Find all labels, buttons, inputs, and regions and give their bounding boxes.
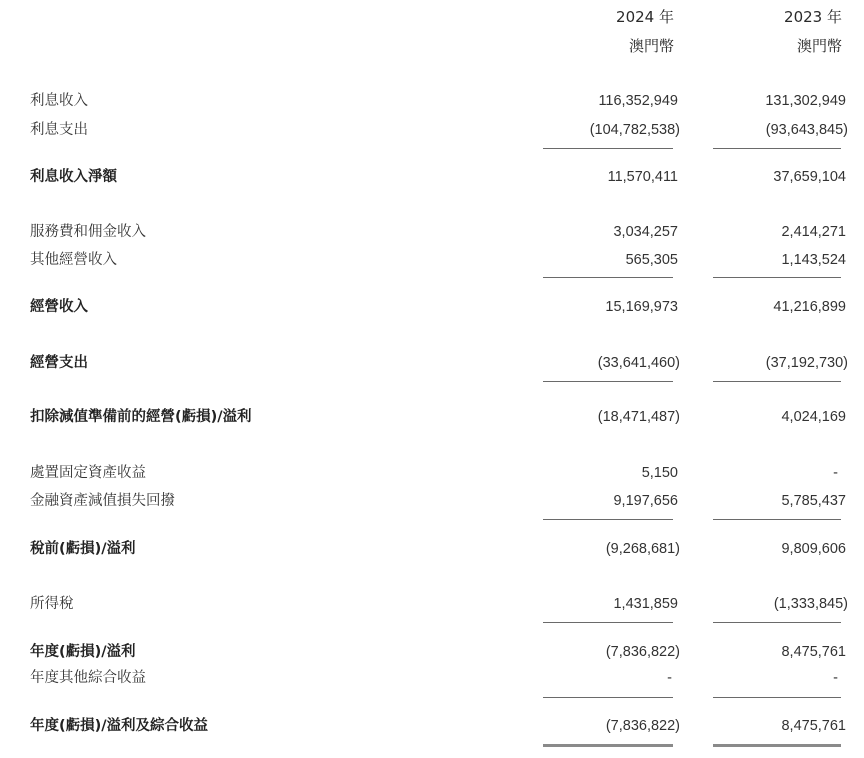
row-label: 扣除減值準備前的經營(虧損)/溢利 [30,409,252,425]
table-row [0,538,864,560]
value-2023: (93,643,845) [765,122,848,138]
value-2024: - [667,670,672,686]
table-row [0,249,864,271]
table-row [0,641,864,663]
value-2024: (7,836,822) [605,718,680,734]
value-2023: 9,809,606 [781,541,846,557]
subtotal-rule [543,148,673,149]
row-label: 處置固定資產收益 [30,465,146,481]
value-2023: - [833,670,838,686]
table-row [0,406,864,428]
subtotal-rule [543,622,673,623]
row-label: 利息支出 [30,122,88,138]
column-header-year-2024: 2024 年 [616,8,674,26]
row-label: 利息收入 [30,93,88,109]
table-row [0,667,864,689]
value-2024: (18,471,487) [597,409,680,425]
value-2024: 11,570,411 [607,169,678,185]
row-label: 經營支出 [30,355,88,371]
value-2023: 5,785,437 [781,493,846,509]
subtotal-rule [543,519,673,520]
subtotal-rule [543,381,673,382]
subtotal-rule [543,697,673,698]
table-row [0,490,864,512]
table-row [0,462,864,484]
value-2023: 2,414,271 [781,224,846,240]
row-label: 年度(虧損)/溢利 [30,644,136,660]
column-header-currency-2024: 澳門幣 [628,37,674,55]
subtotal-rule [713,697,841,698]
table-row [0,296,864,318]
table-row [0,119,864,141]
subtotal-rule [543,277,673,278]
column-header-currency-2023: 澳門幣 [796,37,842,55]
row-label: 金融資產減值損失回撥 [30,493,175,509]
value-2024: 3,034,257 [613,224,678,240]
value-2023: (37,192,730) [765,355,848,371]
table-row [0,90,864,112]
value-2023: 41,216,899 [773,299,846,315]
table-row [0,166,864,188]
row-label: 其他經營收入 [30,252,117,268]
value-2024: 9,197,656 [613,493,678,509]
value-2023: 4,024,169 [781,409,846,425]
subtotal-rule [713,622,841,623]
value-2023: 1,143,524 [781,252,846,268]
table-row [0,352,864,374]
subtotal-rule [713,277,841,278]
table-row [0,593,864,615]
subtotal-rule [713,519,841,520]
value-2024: 15,169,973 [605,299,678,315]
value-2023: 8,475,761 [781,718,846,734]
row-label: 所得稅 [30,596,74,612]
row-label: 利息收入淨額 [30,169,117,185]
subtotal-rule [713,381,841,382]
total-double-rule [713,744,841,747]
value-2024: (7,836,822) [605,644,680,660]
row-label: 年度其他綜合收益 [30,670,146,686]
value-2023: 131,302,949 [765,93,846,109]
value-2024: (33,641,460) [597,355,680,371]
row-label: 稅前(虧損)/溢利 [30,541,136,557]
value-2024: (104,782,538) [589,122,680,138]
value-2023: (1,333,845) [773,596,848,612]
column-header-year-2023: 2023 年 [784,8,842,26]
value-2024: (9,268,681) [605,541,680,557]
value-2024: 1,431,859 [613,596,678,612]
row-label: 經營收入 [30,299,88,315]
value-2023: 8,475,761 [781,644,846,660]
row-label: 年度(虧損)/溢利及綜合收益 [30,718,209,734]
value-2024: 565,305 [625,252,678,268]
value-2023: - [833,465,838,481]
value-2024: 5,150 [641,465,678,481]
total-double-rule [543,744,673,747]
value-2024: 116,352,949 [598,93,678,109]
table-row [0,221,864,243]
value-2023: 37,659,104 [773,169,846,185]
subtotal-rule [713,148,841,149]
row-label: 服務費和佣金收入 [30,224,146,240]
table-row [0,715,864,737]
